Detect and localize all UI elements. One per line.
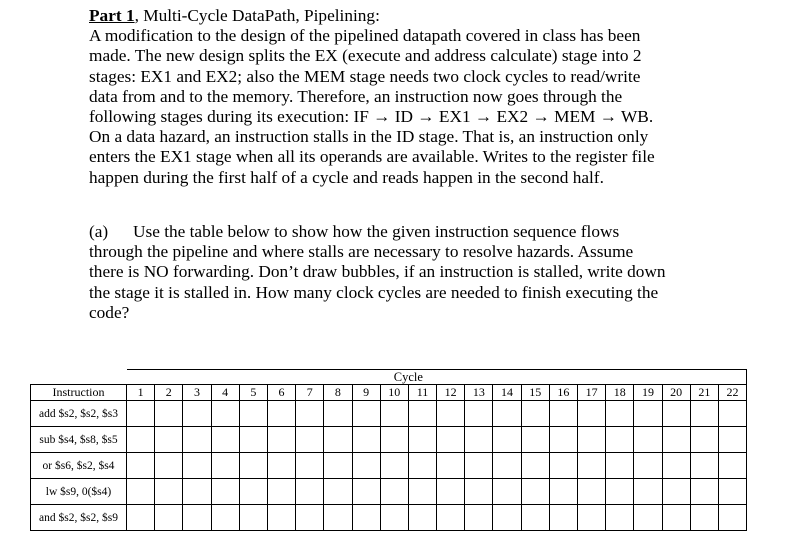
stage-cell[interactable] bbox=[634, 453, 662, 479]
stage-cell[interactable] bbox=[549, 479, 577, 505]
instruction-header: Instruction bbox=[31, 385, 127, 401]
stage-cell[interactable] bbox=[296, 479, 324, 505]
intro-section bbox=[89, 6, 749, 188]
part-subtitle: , Multi-Cycle DataPath, Pipelining: bbox=[134, 6, 380, 25]
cycle-number: 13 bbox=[465, 385, 493, 401]
table-row bbox=[31, 427, 747, 453]
stage-cell[interactable] bbox=[465, 479, 493, 505]
stage-cell[interactable] bbox=[493, 401, 521, 427]
question-a-line: there is NO forwarding. Don’t draw bubbles, if an instruction is stalled, write down bbox=[89, 262, 666, 282]
cycle-number: 22 bbox=[718, 385, 746, 401]
stage-cell[interactable] bbox=[718, 479, 746, 505]
stage-cell[interactable] bbox=[324, 427, 352, 453]
stage-cell[interactable] bbox=[352, 401, 380, 427]
instruction-name: lw $s9, 0($s4) bbox=[31, 479, 127, 505]
instruction-name: sub $s4, $s8, $s5 bbox=[31, 427, 127, 453]
cycle-number: 7 bbox=[296, 385, 324, 401]
stage-cell[interactable] bbox=[183, 427, 211, 453]
stage-cell[interactable] bbox=[465, 427, 493, 453]
stage-cell[interactable] bbox=[578, 479, 606, 505]
cycle-header-row bbox=[31, 370, 747, 385]
part-heading bbox=[89, 6, 749, 26]
question-a-line bbox=[89, 222, 749, 242]
stage-cell[interactable] bbox=[296, 453, 324, 479]
stage-cell[interactable] bbox=[267, 505, 295, 531]
stage-cell[interactable] bbox=[437, 427, 465, 453]
pipeline-table bbox=[30, 369, 747, 531]
instruction-name: or $s6, $s2, $s4 bbox=[31, 453, 127, 479]
column-header-row bbox=[31, 385, 747, 401]
stage-cell[interactable] bbox=[183, 401, 211, 427]
cycle-number: 4 bbox=[211, 385, 239, 401]
cycle-number: 11 bbox=[408, 385, 436, 401]
stage-cell[interactable] bbox=[211, 453, 239, 479]
intro-line: data from and to the memory. Therefore, an instruction now goes through the bbox=[89, 86, 623, 106]
stage-cell[interactable] bbox=[493, 479, 521, 505]
cycle-number: 19 bbox=[634, 385, 662, 401]
stage-cell[interactable] bbox=[380, 479, 408, 505]
stage-cell[interactable] bbox=[718, 505, 746, 531]
stage-cell[interactable] bbox=[239, 479, 267, 505]
stage-cell[interactable] bbox=[662, 427, 690, 453]
stage-cell[interactable] bbox=[380, 505, 408, 531]
stage-cell[interactable] bbox=[634, 427, 662, 453]
stage-cell[interactable] bbox=[211, 401, 239, 427]
intro-line: made. The new design splits the EX (execute and address calculate) stage into 2 bbox=[89, 46, 642, 66]
cycle-number: 1 bbox=[127, 385, 155, 401]
stage-cell[interactable] bbox=[352, 427, 380, 453]
stage-cell[interactable] bbox=[634, 401, 662, 427]
stage-cell[interactable] bbox=[155, 479, 183, 505]
stage-cell[interactable] bbox=[296, 505, 324, 531]
cycle-number: 16 bbox=[549, 385, 577, 401]
intro-line: following stages during its execution: IF → ID → EX1 → EX2 → MEM → WB. bbox=[89, 107, 654, 127]
stage-cell[interactable] bbox=[493, 427, 521, 453]
question-a-line: the stage it is stalled in. How many clock cycles are needed to finish executing the bbox=[89, 282, 659, 302]
stage-cell[interactable] bbox=[521, 427, 549, 453]
stage-cell[interactable] bbox=[578, 453, 606, 479]
stage-cell[interactable] bbox=[267, 453, 295, 479]
part-title: Part 1 bbox=[89, 6, 135, 25]
stage-cell[interactable] bbox=[380, 453, 408, 479]
stage-cell[interactable] bbox=[718, 427, 746, 453]
stage-cell[interactable] bbox=[634, 479, 662, 505]
stage-cell[interactable] bbox=[324, 453, 352, 479]
stage-cell[interactable] bbox=[606, 505, 634, 531]
stage-cell[interactable] bbox=[127, 505, 155, 531]
stage-cell[interactable] bbox=[324, 479, 352, 505]
stage-cell[interactable] bbox=[437, 505, 465, 531]
stage-cell[interactable] bbox=[465, 453, 493, 479]
cycle-number: 8 bbox=[324, 385, 352, 401]
cycle-header: Cycle bbox=[380, 370, 436, 385]
intro-line: happen during the first half of a cycle and reads happen in the second half. bbox=[89, 167, 604, 187]
stage-cell[interactable] bbox=[211, 479, 239, 505]
stage-cell[interactable] bbox=[324, 505, 352, 531]
cycle-number: 5 bbox=[239, 385, 267, 401]
stage-cell[interactable] bbox=[549, 505, 577, 531]
stage-cell[interactable] bbox=[380, 427, 408, 453]
table-body bbox=[31, 401, 747, 531]
stage-cell[interactable] bbox=[267, 401, 295, 427]
stage-cell[interactable] bbox=[352, 453, 380, 479]
stage-cell[interactable] bbox=[408, 479, 436, 505]
stage-cell[interactable] bbox=[437, 479, 465, 505]
stage-cell[interactable] bbox=[634, 505, 662, 531]
stage-cell[interactable] bbox=[690, 505, 718, 531]
stage-cell[interactable] bbox=[296, 401, 324, 427]
stage-cell[interactable] bbox=[239, 453, 267, 479]
stage-cell[interactable] bbox=[690, 479, 718, 505]
question-a-text: Use the table below to show how the given instruction sequence flows bbox=[133, 222, 620, 241]
stage-cell[interactable] bbox=[155, 505, 183, 531]
stage-cell[interactable] bbox=[662, 401, 690, 427]
cycle-number: 20 bbox=[662, 385, 690, 401]
question-a-section bbox=[89, 222, 749, 323]
cycle-number: 15 bbox=[521, 385, 549, 401]
cycle-number: 3 bbox=[183, 385, 211, 401]
stage-cell[interactable] bbox=[606, 427, 634, 453]
stage-cell[interactable] bbox=[690, 453, 718, 479]
cycle-number: 17 bbox=[578, 385, 606, 401]
stage-cell[interactable] bbox=[662, 479, 690, 505]
stage-cell[interactable] bbox=[408, 505, 436, 531]
stage-cell[interactable] bbox=[606, 453, 634, 479]
stage-cell[interactable] bbox=[549, 427, 577, 453]
stage-cell[interactable] bbox=[690, 401, 718, 427]
stage-cell[interactable] bbox=[267, 479, 295, 505]
stage-cell[interactable] bbox=[718, 453, 746, 479]
stage-cell[interactable] bbox=[183, 479, 211, 505]
stage-cell[interactable] bbox=[493, 505, 521, 531]
stage-cell[interactable] bbox=[155, 401, 183, 427]
cycle-number: 10 bbox=[380, 385, 408, 401]
stage-cell[interactable] bbox=[239, 427, 267, 453]
cycle-row-spacer bbox=[127, 370, 381, 385]
stage-cell[interactable] bbox=[521, 479, 549, 505]
stage-cell[interactable] bbox=[183, 505, 211, 531]
stage-cell[interactable] bbox=[606, 479, 634, 505]
stage-cell[interactable] bbox=[549, 453, 577, 479]
stage-cell[interactable] bbox=[352, 479, 380, 505]
stage-cell[interactable] bbox=[662, 453, 690, 479]
cycle-number: 6 bbox=[267, 385, 295, 401]
stage-cell[interactable] bbox=[493, 453, 521, 479]
stage-cell[interactable] bbox=[718, 401, 746, 427]
stage-cell[interactable] bbox=[127, 427, 155, 453]
stage-cell[interactable] bbox=[296, 427, 324, 453]
cycle-row-spacer bbox=[31, 370, 127, 385]
stage-cell[interactable] bbox=[127, 479, 155, 505]
stage-cell[interactable] bbox=[437, 453, 465, 479]
stage-cell[interactable] bbox=[239, 401, 267, 427]
stage-cell[interactable] bbox=[578, 427, 606, 453]
stage-cell[interactable] bbox=[324, 401, 352, 427]
table-row bbox=[31, 401, 747, 427]
cycle-number: 2 bbox=[155, 385, 183, 401]
stage-cell[interactable] bbox=[408, 427, 436, 453]
stage-cell[interactable] bbox=[549, 401, 577, 427]
cycle-number: 12 bbox=[437, 385, 465, 401]
stage-cell[interactable] bbox=[662, 505, 690, 531]
stage-cell[interactable] bbox=[183, 453, 211, 479]
stage-cell[interactable] bbox=[437, 401, 465, 427]
table-row bbox=[31, 479, 747, 505]
question-a-line: code? bbox=[89, 302, 130, 322]
stage-cell[interactable] bbox=[578, 401, 606, 427]
table-row bbox=[31, 505, 747, 531]
intro-line: stages: EX1 and EX2; also the MEM stage needs two clock cycles to read/write bbox=[89, 66, 641, 86]
cycle-number: 21 bbox=[690, 385, 718, 401]
stage-cell[interactable] bbox=[267, 427, 295, 453]
stage-cell[interactable] bbox=[521, 401, 549, 427]
stage-cell[interactable] bbox=[127, 453, 155, 479]
stage-cell[interactable] bbox=[380, 401, 408, 427]
stage-cell[interactable] bbox=[127, 401, 155, 427]
cycle-row-spacer bbox=[437, 370, 747, 385]
question-a-line: through the pipeline and where stalls are necessary to resolve hazards. Assume bbox=[89, 242, 634, 262]
stage-cell[interactable] bbox=[606, 401, 634, 427]
intro-line: enters the EX1 stage when all its operands are available. Writes to the register file bbox=[89, 147, 655, 167]
cycle-number: 9 bbox=[352, 385, 380, 401]
stage-cell[interactable] bbox=[521, 453, 549, 479]
instruction-name: add $s2, $s2, $s3 bbox=[31, 401, 127, 427]
cycle-number: 18 bbox=[606, 385, 634, 401]
cycle-number: 14 bbox=[493, 385, 521, 401]
stage-cell[interactable] bbox=[690, 427, 718, 453]
question-a-label: (a) bbox=[89, 222, 109, 241]
stage-cell[interactable] bbox=[465, 401, 493, 427]
stage-cell[interactable] bbox=[211, 505, 239, 531]
instruction-name: and $s2, $s2, $s9 bbox=[31, 505, 127, 531]
stage-cell[interactable] bbox=[155, 453, 183, 479]
intro-line: A modification to the design of the pipelined datapath covered in class has been bbox=[89, 26, 641, 46]
intro-line: On a data hazard, an instruction stalls in the ID stage. That is, an instruction only bbox=[89, 127, 649, 147]
stage-cell[interactable] bbox=[408, 401, 436, 427]
table-row bbox=[31, 453, 747, 479]
stage-cell[interactable] bbox=[239, 505, 267, 531]
stage-cell[interactable] bbox=[155, 427, 183, 453]
stage-cell[interactable] bbox=[408, 453, 436, 479]
stage-cell[interactable] bbox=[521, 505, 549, 531]
stage-cell[interactable] bbox=[211, 427, 239, 453]
stage-cell[interactable] bbox=[578, 505, 606, 531]
stage-cell[interactable] bbox=[352, 505, 380, 531]
stage-cell[interactable] bbox=[465, 505, 493, 531]
